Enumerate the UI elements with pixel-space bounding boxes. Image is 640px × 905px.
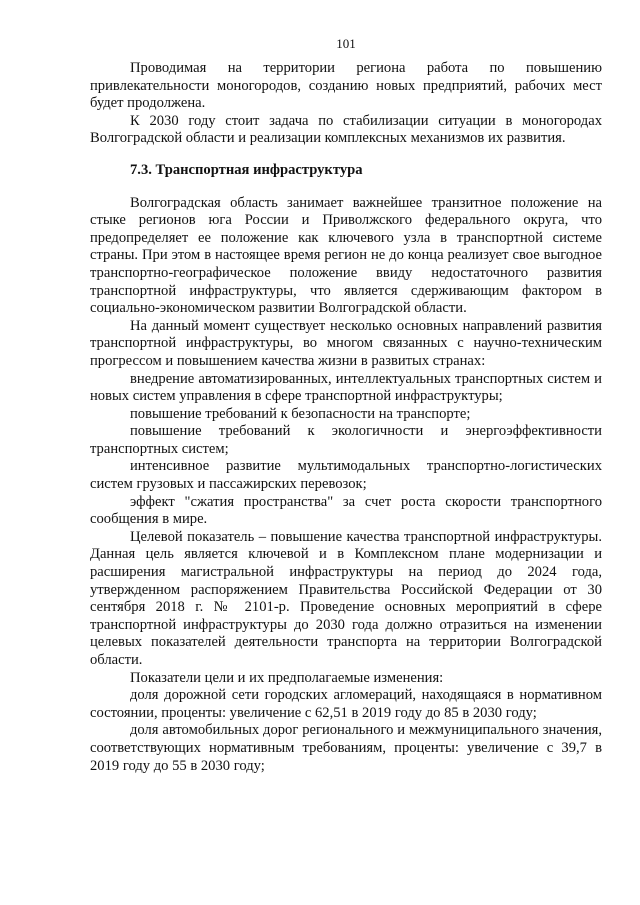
list-item-automation: внедрение автоматизированных, интеллектуальных транспортных систем и новых систем управления в сфере транспортной инфраструктуры; xyxy=(90,370,602,405)
paragraph-target-indicator: Целевой показатель – повышение качества транспортной инфраструктуры. Данная цель является ключевой и в Комплексном плане модернизации и расширения магистральной инфраструктуры на период до 2024 года, утвержденном распоряжением Правительства Российской Федерации от 30 сентября 2018 г. № 2101-р. Проведение основных мероприятий в сфере транспортной инфраструктуры до 2030 года должно отразиться на изменении целевых показателей деятельности транспорта на территории Волгоградской области. xyxy=(90,528,602,668)
paragraph-directions-intro: На данный момент существует несколько основных направлений развития транспортной инфраструктуры, во многом связанных с научно-техническим прогрессом и повышением качества жизни в развитых странах: xyxy=(90,317,602,369)
page-number: 101 xyxy=(336,36,356,51)
paragraph-monotowns-work: Проводимая на территории региона работа по повышению привлекательности моногородов, созданию новых предприятий, рабочих мест будет продолжена. xyxy=(90,60,602,112)
paragraph-monotowns-goal: К 2030 году стоит задача по стабилизации ситуации в моногородах Волгоградской области и реализации комплексных механизмов их развития. xyxy=(90,112,602,147)
list-item-ecology: повышение требований к экологичности и энергоэффективности транспортных систем; xyxy=(90,423,602,457)
paragraph-transit-position: Волгоградская область занимает важнейшее транзитное положение на стыке регионов юга России и Приволжского федерального округа, что предопределяет ее положение как ключевого узла в транспортной системе страны. При этом в настоящее время регион не до конца реализует свое выгодное транспортно-географическое положение ввиду недостаточного развития транспортной инфраструктуры, что является сдерживающим фактором в социально-экономическом развитии Волгоградской области. xyxy=(90,194,602,317)
indicator-regional-roads: доля автомобильных дорог регионального и межмуниципального значения, соответствующих нормативным требованиям, проценты: увеличение с 39,7 в 2019 году до 55 в 2030 году; xyxy=(90,722,602,774)
document-body xyxy=(90,60,602,775)
indicator-urban-roads: доля дорожной сети городских агломераций, находящаяся в нормативном состоянии, проценты: увеличение с 62,51 в 2019 году до 85 в 2030 году; xyxy=(90,687,602,721)
list-item-space-compression: эффект "сжатия пространства" за счет роста скорости транспортного сообщения в мире. xyxy=(90,493,602,528)
section-heading: 7.3. Транспортная инфраструктура xyxy=(130,161,363,178)
paragraph-indicators-intro: Показатели цели и их предполагаемые изменения: xyxy=(130,669,444,686)
list-item-multimodal: интенсивное развитие мультимодальных транспортно-логистических систем грузовых и пассажирских перевозок; xyxy=(90,458,602,493)
list-item-safety: повышение требований к безопасности на транспорте; xyxy=(130,405,471,422)
